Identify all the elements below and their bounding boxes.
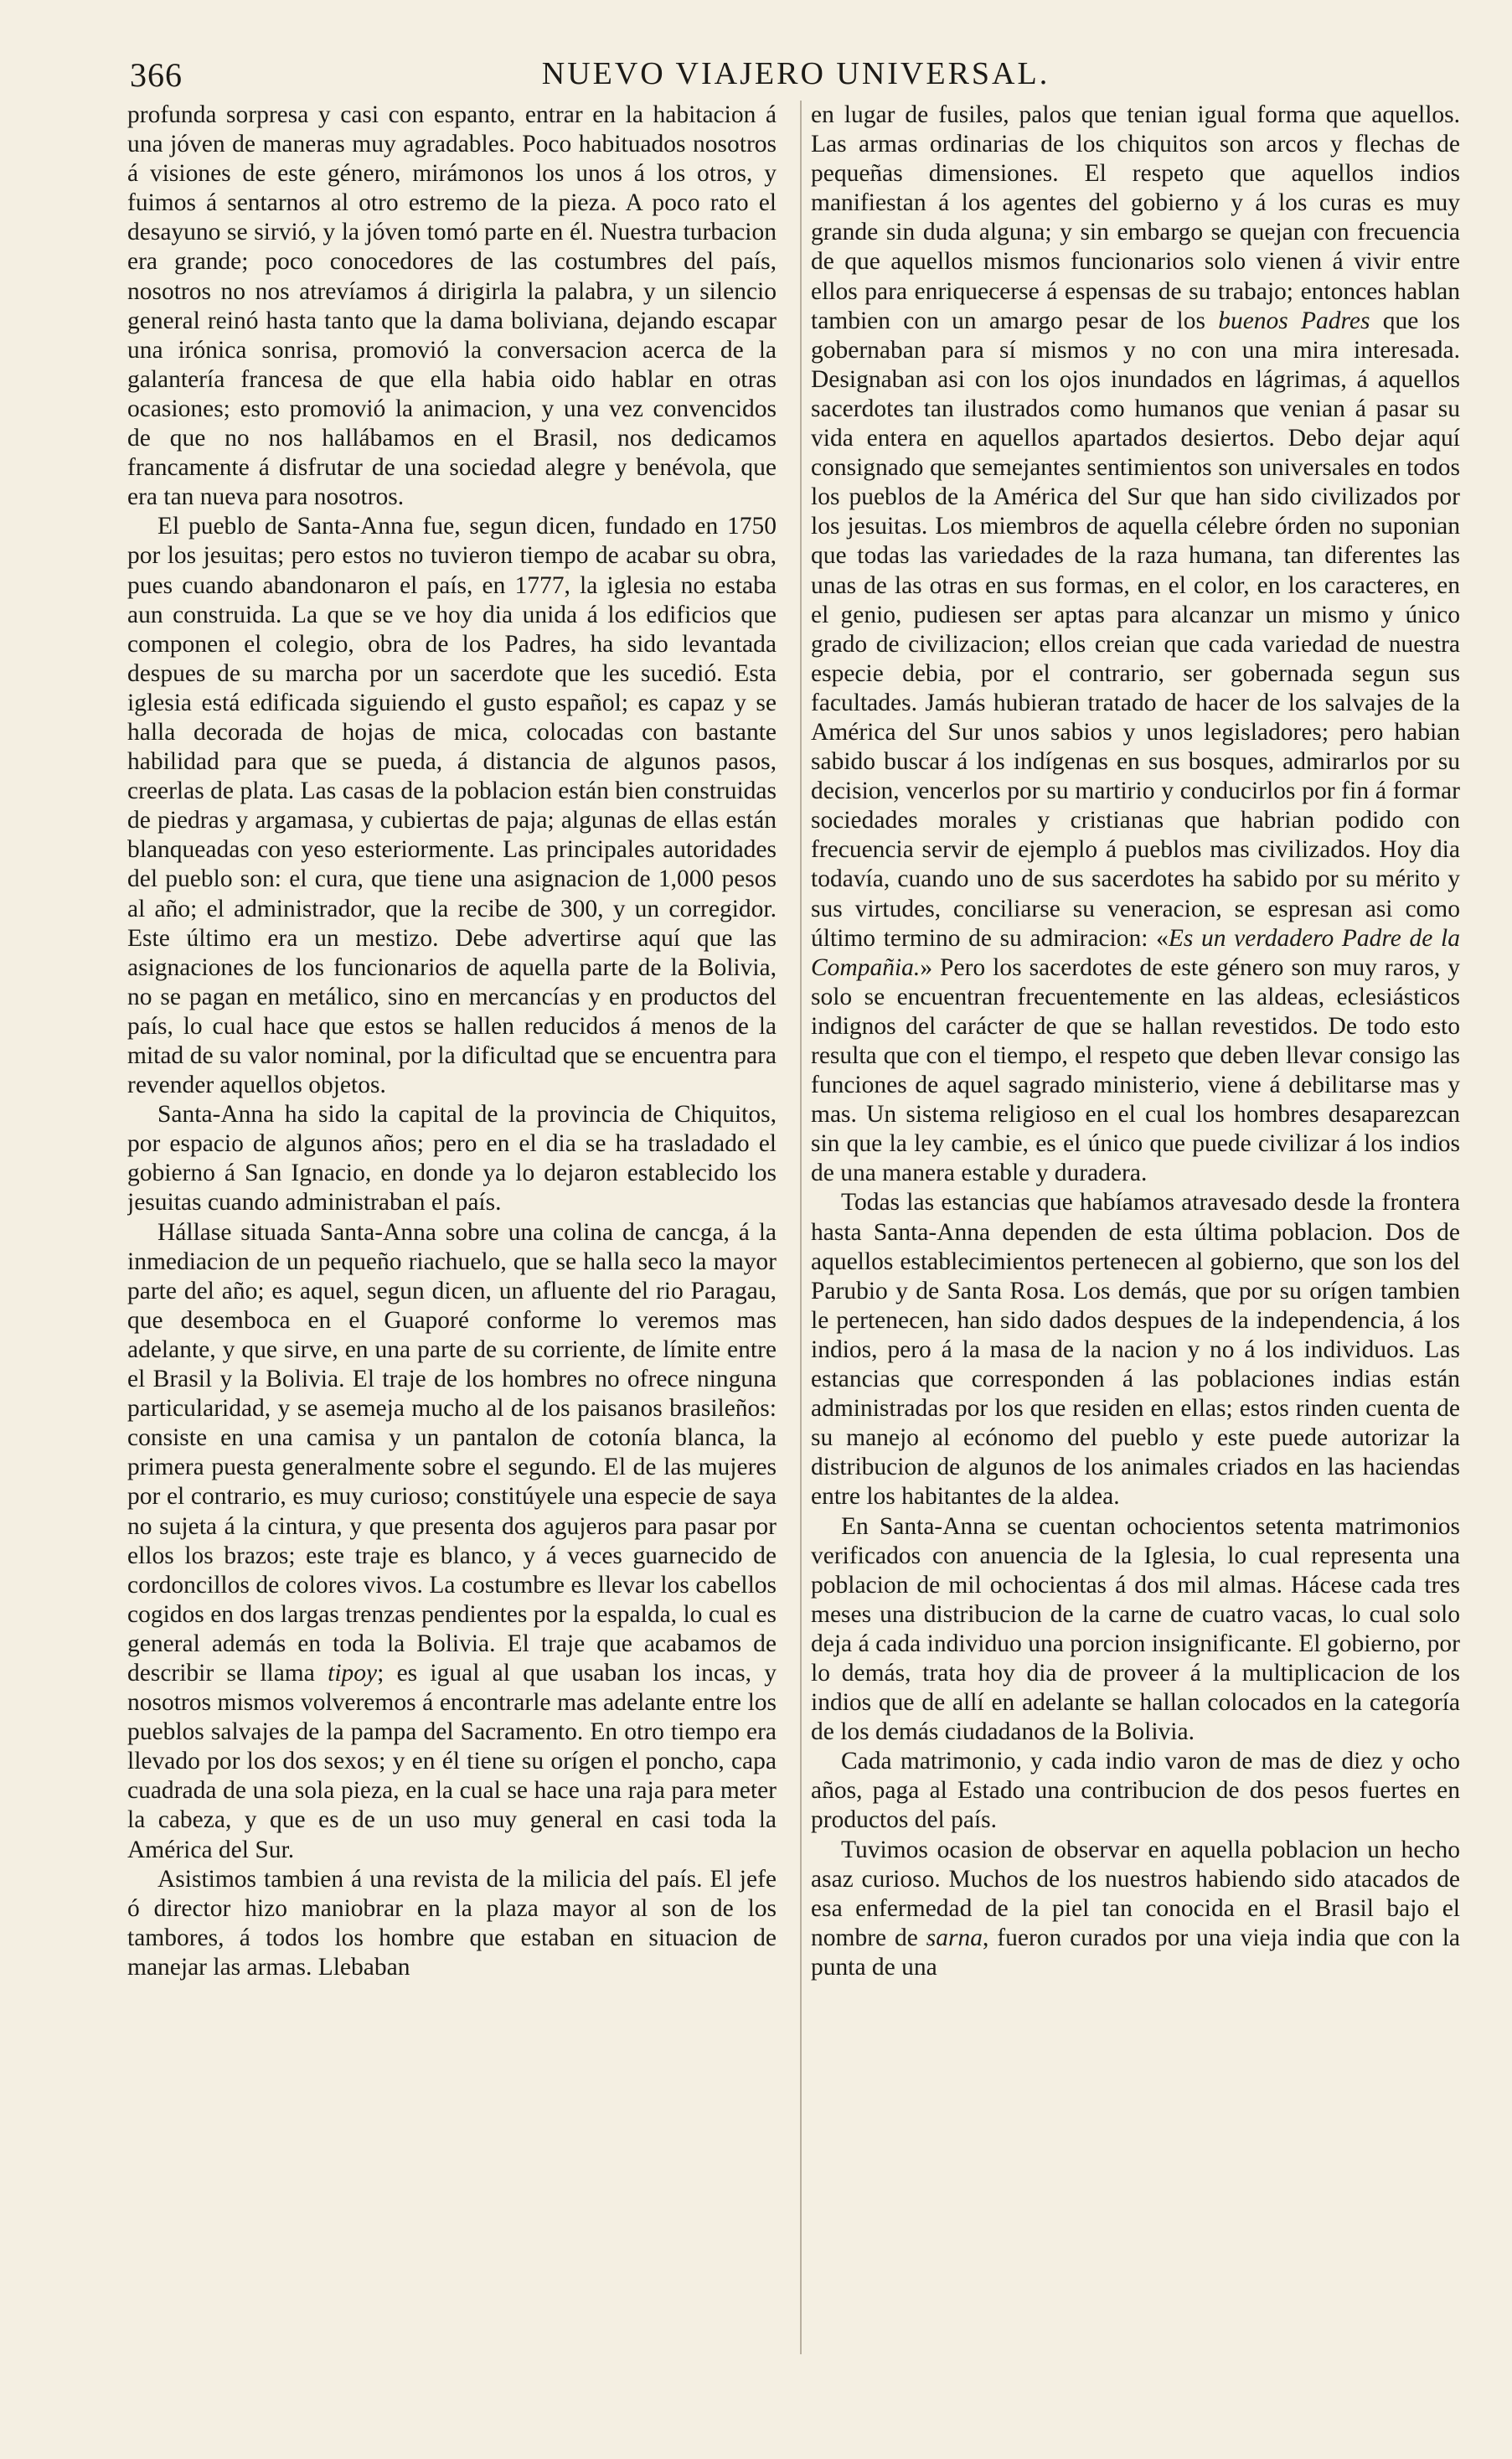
page-header [130, 55, 1462, 102]
paragraph: Cada matrimonio, y cada indio varon de mas de diez y ocho años, paga al Estado una contribucion de dos pesos fuertes en productos del país. [811, 1748, 1460, 1834]
right-column [811, 101, 1460, 2379]
paragraph [127, 1218, 777, 1865]
page-number: 366 [130, 56, 183, 94]
italic-term: sarna [926, 1924, 983, 1951]
text-run: Tuvimos ocasion de observar en aquella poblacion un hecho asaz curioso. Muchos de los nuestros habiendo sido atacados de esa enfermedad de la piel tan conocida en el Brasil bajo el nombre de [811, 1836, 1460, 1951]
text-run: en lugar de fusiles, palos que tenian igual forma que aquellos. Las armas ordinarias de los chiquitos son arcos y flechas de pequeñas dimensiones. El respeto que aquellos indios manifiestan á los agentes del gobierno y á los curas es muy grande sin duda alguna; y sin embargo se quejan con frecuencia de que aquellos mismos funcionarios solo vienen á vivir entre ellos para enriquecerse á espensas de su trabajo; entonces hablan tambien con un amargo pesar de los [811, 101, 1460, 334]
paragraph: Santa-Anna ha sido la capital de la provincia de Chiquitos, por espacio de algunos años; pero en el dia se ha trasladado el gobierno á San Ignacio, en donde ya lo dejaron establecido los jesuitas cuando administraban el país. [127, 1101, 777, 1217]
text-run: ; es igual al que usaban los incas, y nosotros mismos volveremos á encontrarle mas adelante entre los pueblos salvajes de la pampa del Sacramento. En otro tiempo era llevado por los dos sexos; y en él tiene su orígen el poncho, capa cuadrada de una sola pieza, en la cual se hace una raja para meter la cabeza, y que es de un uso muy general en casi toda la América del Sur. [127, 1659, 777, 1863]
italic-term: tipoy [328, 1659, 378, 1687]
italic-term: buenos Padres [1218, 307, 1370, 334]
paragraph: Todas las estancias que habíamos atravesado desde la frontera hasta Santa-Anna dependen de esta última poblacion. Dos de aquellos establecimientos pertenecen al gobierno, que son los del Parubio y de Santa Rosa. Los demás, que por su orígen tambien le pertenecen, han sido dados despues de la independencia, á los indios, pero á la masa de la nacion y no á los individuos. Las estancias que corresponden á las poblaciones indias están administradas por los que residen en ellas; estos rinden cuenta de su manejo al ecónomo del pueblo y este puede autorizar la distribucion de algunos de los animales criados en las haciendas entre los habitantes de la aldea. [811, 1189, 1460, 1511]
paragraph: profunda sorpresa y casi con espanto, entrar en la habitacion á una jóven de maneras muy agradables. Poco habituados nosotros á visiones de este género, mirámonos los unos á los otros, y fuimos á sentarnos al otro estremo de la pieza. A poco rato el desayuno se sirvió, y la jóven tomó parte en él. Nuestra turbacion era grande; poco conocedores de las costumbres del país, nosotros no nos atrevíamos á dirigirla la palabra, y un silencio general reinó hasta tanto que la dama boliviana, dejando escapar una irónica sonrisa, promovió la conversacion acerca de la galantería francesa de que ella habia oido hablar en otras ocasiones; esto promovió la animacion, y una vez convencidos de que no nos hallábamos en el Brasil, nos dedicamos francamente á disfrutar de una sociedad alegre y benévola, que era tan nueva para nosotros. [127, 101, 777, 511]
running-title: NUEVO VIAJERO UNIVERSAL. [541, 56, 1050, 91]
paragraph: En Santa-Anna se cuentan ochocientos setenta matrimonios verificados con anuencia de la Iglesia, lo cual representa una poblacion de mil ochocientas á dos mil almas. Hácese cada tres meses una distribucion de la carne de cuatro vacas, lo cual solo deja á cada individuo una porcion insignificante. El gobierno, por lo demás, trata hoy dia de proveer á la multiplicacion de los indios que de allí en adelante se hallan colocados en la categoría de los demás ciudadanos de la Bolivia. [811, 1512, 1460, 1746]
left-column [127, 101, 777, 2379]
text-run: » Pero los sacerdotes de este género son muy raros, y solo se encuentran frecuentemente en las aldeas, eclesiásticos indignos del carácter de que se hallan revestidos. De todo esto resulta que con el tiempo, el respeto que deben llevar consigo las funciones de aquel sagrado ministerio, viene á debilitarse mas y mas. Un sistema religioso en el cual los hombres desaparezcan sin que la ley cambie, es el único que puede civilizar á los indios de una manera estable y duradera. [811, 953, 1460, 1187]
column-divider [800, 101, 802, 2354]
text-run: , fueron curados por una vieja india que con la punta de una [811, 1924, 1460, 1981]
paragraph: El pueblo de Santa-Anna fue, segun dicen, fundado en 1750 por los jesuitas; pero estos no tuvieron tiempo de acabar su obra, pues cuando abandonaron el país, en 1777, la iglesia no estaba aun construida. La que se ve hoy dia unida á los edificios que componen el colegio, obra de los Padres, ha sido levantada despues de su marcha por un sacerdote que les sucedió. Esta iglesia está edificada siguiendo el gusto español; es capaz y se halla decorada de hojas de mica, colocadas con bastante habilidad para que se pueda, á distancia de algunos pasos, creerlas de plata. Las casas de la poblacion están bien construidas de piedras y argamasa, y cubiertas de paja; algunas de ellas están blanqueadas con yeso esteriormente. Las principales autoridades del pueblo son: el cura, que tiene una asignacion de 1,000 pesos al año; el administrador, que la recibe de 300, y un corregidor. Este último era un mestizo. Debe advertirse aquí que las asignaciones de los funcionarios de aquella parte de la Bolivia, no se pagan en metálico, sino en mercancías y en productos del país, lo cual hace que estos se hallen reducidos á menos de la mitad de su valor nominal, por la dificultad que se encuentra para revender aquellos objetos. [127, 513, 777, 1099]
paragraph [811, 101, 1460, 1188]
paragraph: Asistimos tambien á una revista de la milicia del país. El jefe ó director hizo maniobrar en la plaza mayor al son de los tambores, á todos los hombre que estaban en situacion de manejar las armas. Llebaban [127, 1865, 777, 1981]
text-run: que los gobernaban para sí mismos y no con una mira interesada. Designaban asi con los ojos inundados en lágrimas, á aquellos sacerdotes tan ilustrados como humanos que venian á pasar su vida entera en aquellos apartados desiertos. Debo dejar aquí consignado que semejantes sentimientos son universales en todos los pueblos de la América del Sur que han sido civilizados por los jesuitas. Los miembros de aquella célebre órden no suponian que todas las variedades de la raza humana, tan diferentes las unas de las otras en sus formas, en el color, en los caracteres, en el genio, pudiesen ser aptas para alcanzar un mismo y único grado de civilizacion; ellos creian que cada variedad de nuestra especie debia, por el contrario, ser gobernada segun sus facultades. Jamás hubieran tratado de hacer de los salvajes de la América del Sur unos sabios y unos legisladores; pero habian sabido buscar á los indígenas en sus bosques, admirarlos por su decision, vencerlos por su martirio y conducirlos por fin á formar sociedades morales y cristianas que habrian podido con frecuencia servir de ejemplo á pueblos mas civilizados. Hoy dia todavía, cuando uno de sus sacerdotes ha sabido por su mérito y sus virtudes, conciliarse su veneracion, se espresan asi como último termino de su admiracion: « [811, 307, 1460, 952]
paragraph [811, 1836, 1460, 1982]
text-run: Hállase situada Santa-Anna sobre una colina de cancga, á la inmediacion de un pequeño riachuelo, que se halla seco la mayor parte del año; es aquel, segun dicen, un afluente del rio Paragau, que desemboca en el Guaporé conforme lo veremos mas adelante, y que sirve, en una parte de su corriente, de límite entre el Brasil y la Bolivia. El traje de los hombres no ofrece ninguna particularidad, y se asemeja mucho al de los paisanos brasileños: consiste en una camisa y un pantalon de cotonía blanca, la primera puesta generalmente sobre el segundo. El de las mujeres por el contrario, es muy curioso; constitúyele una especie de saya no sujeta á la cintura, y que presenta dos agujeros para pasar por ellos los brazos; este traje es blanco, y á veces guarnecido de cordoncillos de colores vivos. La costumbre es llevar los cabellos cogidos en dos largas trenzas pendientes por la espalda, lo cual es general además en toda la Bolivia. El traje que acabamos de describir se llama [127, 1218, 777, 1687]
italic-quote: Es un verdadero Padre de la Compañia. [811, 924, 1460, 981]
